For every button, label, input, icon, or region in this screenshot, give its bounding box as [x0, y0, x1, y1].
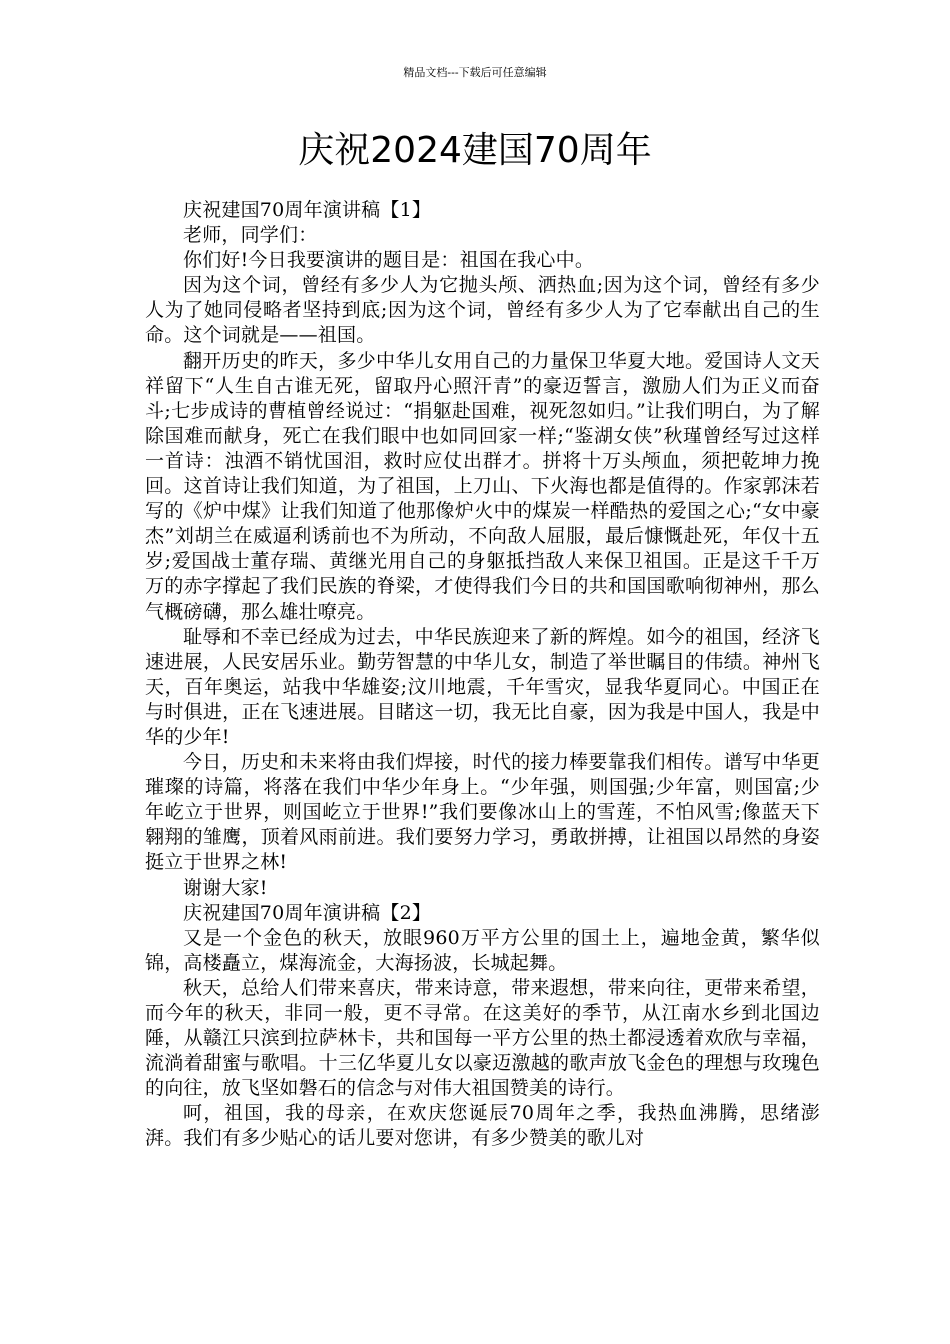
paragraph-topic: 你们好!今日我要演讲的题目是：祖国在我心中。: [183, 249, 595, 272]
paragraph-speech-2-heading: 庆祝建国70周年演讲稿【2】: [183, 901, 432, 924]
paragraph-body: 又是一个金色的秋天，放眼960万平方公里的国土上，遍地金黄，繁华似锦，高楼矗立，煤海流金，大海扬波，长城起舞。: [145, 926, 820, 974]
paragraph-body: 翻开历史的昨天，多少中华儿女用自己的力量保卫华夏大地。爱国诗人文天祥留下“人生自古谁无死，留取丹心照汗青”的豪迈誓言，激励人们为正义而奋斗;七步成诗的曹植曾经说过：“捐躯赴国难，视死忽如归。”让我们明白，为了解除国难而献身，死亡在我们眼中也如同回家一样;“鉴湖女侠”秋瑾曾经写过这样一首诗：浊酒不销忧国泪，救时应仗出群才。拼将十万头颅血，须把乾坤力挽回。这首诗让我们知道，为了祖国，上刀山、下火海也都是值得的。作家郭沫若写的《炉中煤》让我们知道了他那像炉火中的煤炭一样酷热的爱国之心;“女中豪杰”刘胡兰在威逼利诱前也不为所动，不向敌人屈服，最后慷慨赴死，年仅十五岁;爱国战士董存瑞、黄继光用自己的身躯抵挡敌人来保卫祖国。正是这千千万万的赤字撑起了我们民族的脊梁，才使得我们今日的共和国国歌响彻神州，那么气概磅礴，那么雄壮嘹亮。: [145, 349, 820, 623]
paragraph-body: 秋天，总给人们带来喜庆，带来诗意，带来遐想，带来向往，更带来希望，而今年的秋天，非同一般，更不寻常。在这美好的季节，从江南水乡到北国边陲，从赣江只滨到拉萨林卡，共和国每一平方公里的热土都浸透着欢欣与幸福，流淌着甜蜜与歌唱。十三亿华夏儿女以豪迈激越的歌声放飞金色的理想与玫瑰色的向往，放飞坚如磐石的信念与对伟大祖国赞美的诗行。: [145, 976, 820, 1100]
document-body: [145, 198, 820, 1152]
paragraph-body: 呵，祖国，我的母亲，在欢庆您诞辰70周年之季，我热血沸腾，思绪澎湃。我们有多少贴心的话儿要对您讲，有多少赞美的歌儿对: [145, 1102, 820, 1150]
header-note: 精品文档---下载后可任意编辑: [403, 66, 547, 79]
paragraph-body: 今日，历史和未来将由我们焊接，时代的接力棒要靠我们相传。谱写中华更璀璨的诗篇，将落在我们中华少年身上。“少年强，则国强;少年富，则国富;少年屹立于世界，则国屹立于世界!”我们要像冰山上的雪莲，不怕风雪;像蓝天下翱翔的雏鹰，顶着风雨前进。我们要努力学习，勇敢拼搏，让祖国以昂然的身姿挺立于世界之林!: [145, 751, 820, 874]
paragraph-greeting: 老师，同学们：: [183, 224, 318, 247]
paragraph-speech-1-heading: 庆祝建国70周年演讲稿【1】: [183, 199, 432, 221]
paragraph-body: 因为这个词，曾经有多少人为它抛头颅、洒热血;因为这个词，曾经有多少人为了她同侵略者坚持到底;因为这个词，曾经有多少人为了它奉献出自己的生命。这个词就是——祖国。: [145, 274, 820, 347]
document-title: 庆祝2024建国70周年: [298, 130, 652, 171]
paragraph-thanks: 谢谢大家!: [183, 876, 268, 899]
paragraph-body: 耻辱和不幸已经成为过去，中华民族迎来了新的辉煌。如今的祖国，经济飞速进展，人民安居乐业。勤劳智慧的中华儿女，制造了举世瞩目的伟绩。神州飞天，百年奥运，站我中华雄姿;汶川地震，千年雪灾，显我华夏同心。中国正在与时俱进，正在飞速进展。目睹这一切，我无比自豪，因为我是中国人，我是中华的少年!: [145, 625, 820, 748]
